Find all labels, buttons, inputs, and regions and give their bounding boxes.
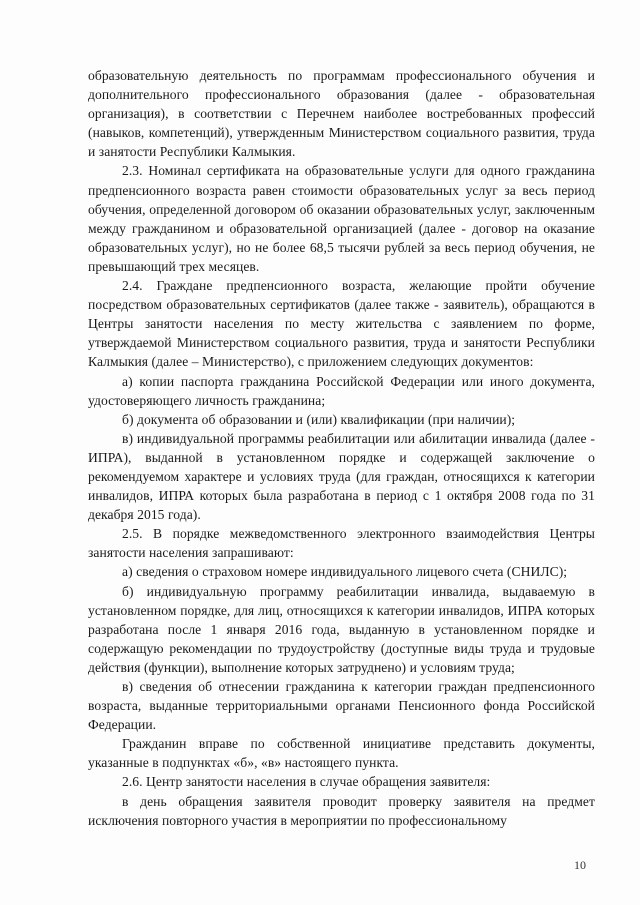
- list-item-v-ipra: в) индивидуальной программы реабилитации или абилитации инвалида (далее - ИПРА), выданной в установленном порядке и содержащей заключение о рекомендуемом характере и условиях труда (для граждан, относящихся к категории инвалидов, ИПРА которых была разработана в период с 1 октября 2008 года по 31 декабря 2015 года).: [88, 430, 595, 523]
- list-item-b-rehabilitation: б) индивидуальную программу реабилитации инвалида, выдаваемую в установленном порядке, для лиц, относящихся к категории инвалидов, ИПРА которых разработана после 1 января 2016 года, выданную в установленном порядке и содержащую рекомендации по трудоустройству (доступные виды труда и трудовые действия (функции), выполнение которых затруднено) и условиям труда;: [88, 583, 595, 675]
- list-item-a-passport: а) копии паспорта гражданина Российской Федерации или иного документа, удостоверяющего личность гражданина;: [88, 373, 595, 408]
- paragraph-continuation: образовательную деятельность по программам профессионального обучения и дополнительного профессионального образования (далее - образовательная организация), в соответствии с Перечнем наиболее востребованных профессий (навыков, компетенций), утвержденным Министерством социального развития, труда и занятости Республики Калмыкия.: [88, 68, 595, 160]
- list-item-b-education: б) документа об образовании и (или) квалификации (при наличии);: [122, 411, 516, 427]
- paragraph-citizen-right: Гражданин вправе по собственной инициативе представить документы, указанные в подпунктах «б», «в» настоящего пункта.: [88, 736, 595, 771]
- list-item-v-pension: в) сведения об отнесении гражданина к категории граждан предпенсионного возраста, выданные территориальными органами Пенсионного фонда Российской Федерации.: [88, 679, 595, 733]
- paragraph-2-6: 2.6. Центр занятости населения в случае обращения заявителя:: [122, 774, 491, 790]
- paragraph-2-4: 2.4. Граждане предпенсионного возраста, желающие пройти обучение посредством образовательных сертификатов (далее также - заявитель), обращаются в Центры занятости населения по месту жительства с заявлением по форме, утверждаемой Министерством социального развития, труда и занятости Республики Калмыкия (далее – Министерство), с приложением следующих документов:: [88, 278, 595, 370]
- page-number: 10: [574, 858, 586, 872]
- paragraph-2-3: 2.3. Номинал сертификата на образовательные услуги для одного гражданина предпенсионного возраста равен стоимости образовательных услуг за весь период обучения, определенной договором об оказании образовательных услуг, заключенным между гражданином и образовательной организацией (далее - договор на оказание образовательных услуг), но не более 68,5 тысячи рублей за весь период обучения, не превышающий трех месяцев.: [88, 163, 595, 274]
- document-body: [88, 66, 595, 830]
- list-item-a-snils: а) сведения о страховом номере индивидуального лицевого счета (СНИЛС);: [122, 564, 568, 580]
- paragraph-2-5: 2.5. В порядке межведомственного электронного взаимодействия Центры занятости населения запрашивают:: [88, 526, 595, 561]
- paragraph-verification: в день обращения заявителя проводит проверку заявителя на предмет исключения повторного участия в мероприятии по профессиональному: [88, 793, 595, 828]
